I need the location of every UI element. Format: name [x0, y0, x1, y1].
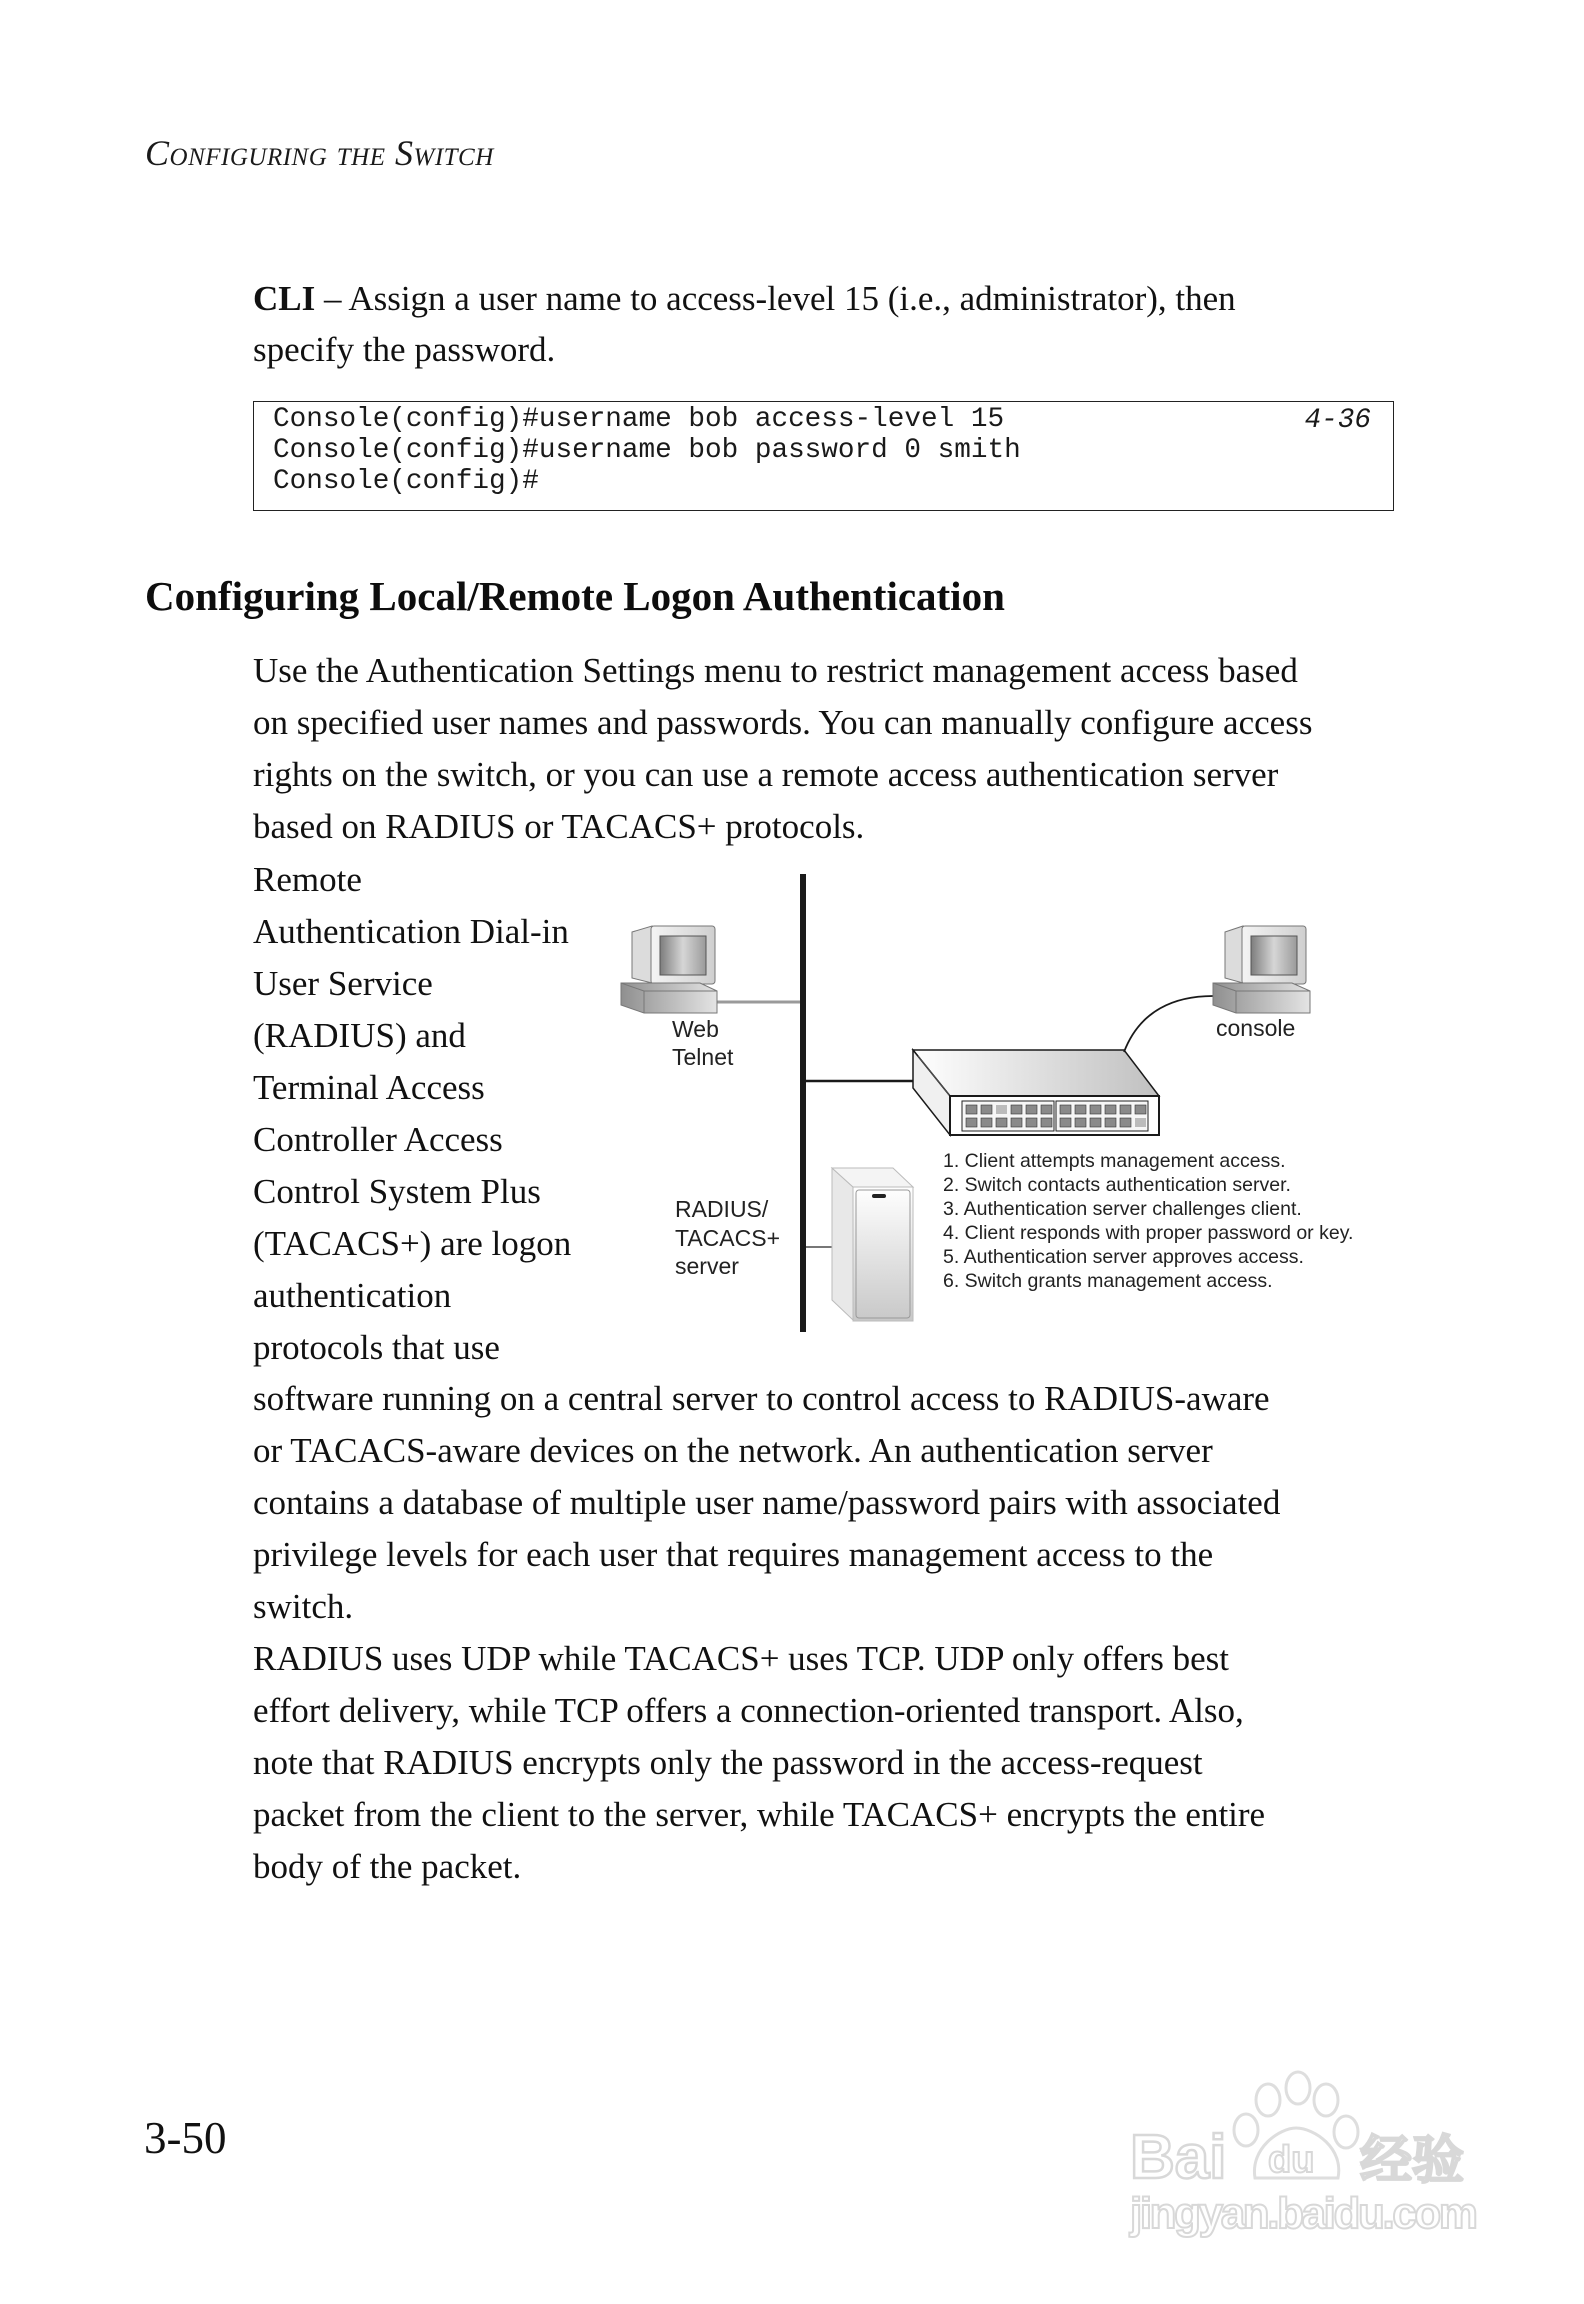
code-line: Console(config)#username bob access-level 15 — [273, 404, 1005, 435]
paragraph-line: Authentication Dial-in — [253, 912, 569, 951]
web-client-label: Telnet — [672, 1044, 734, 1070]
step-item: 6. Switch grants management access. — [943, 1270, 1273, 1292]
watermark-brand-paw: du — [1268, 2139, 1315, 2181]
paragraph-line: User Service — [253, 964, 433, 1003]
continuation-paragraph — [253, 1373, 1280, 1633]
paragraph-line: or TACACS-aware devices on the network. An authentication server — [253, 1431, 1213, 1470]
paragraph-line: switch. — [253, 1587, 354, 1626]
server-label: TACACS+ — [675, 1225, 781, 1251]
paragraph-line: body of the packet. — [253, 1847, 522, 1886]
paragraph-line: packet from the client to the server, while TACACS+ encrypts the entire — [253, 1795, 1266, 1834]
intro-paragraph — [253, 645, 1312, 853]
switch-icon — [806, 1050, 1159, 1135]
paragraph-line: effort delivery, while TCP offers a connection-oriented transport. Also, — [253, 1691, 1244, 1730]
paragraph-line: Use the Authentication Settings menu to restrict management access based — [253, 651, 1298, 690]
protocol-paragraph — [253, 1633, 1265, 1893]
console-cable — [1124, 996, 1213, 1052]
paragraph-line: rights on the switch, or you can use a remote access authentication server — [253, 755, 1279, 794]
paragraph-line: based on RADIUS or TACACS+ protocols. — [253, 807, 865, 846]
step-item: 4. Client responds with proper password or key. — [943, 1222, 1354, 1244]
code-reference: 4-36 — [1304, 405, 1371, 436]
paragraph-line: (TACACS+) are logon — [253, 1224, 572, 1263]
wrapped-paragraph — [253, 854, 571, 1374]
web-client-label: Web — [672, 1016, 719, 1042]
network-backbone-line — [800, 874, 806, 1332]
step-item: 2. Switch contacts authentication server. — [943, 1174, 1291, 1196]
watermark-url: jingyan.baidu.com — [1130, 2189, 1478, 2238]
server-label: server — [675, 1253, 739, 1279]
paragraph-line: RADIUS uses UDP while TACACS+ uses TCP. UDP only offers best — [253, 1639, 1229, 1678]
paragraph-line: protocols that use — [253, 1328, 500, 1367]
paragraph-line: contains a database of multiple user name/password pairs with associated — [253, 1483, 1281, 1522]
cli-intro-paragraph — [253, 273, 1236, 376]
cli-intro-text-line2: specify the password. — [253, 330, 556, 369]
cli-intro-text: – Assign a user name to access-level 15 (i.e., administrator), then — [315, 279, 1236, 318]
code-block — [253, 401, 1394, 511]
console-label: console — [1216, 1015, 1296, 1041]
code-line: Console(config)# — [273, 466, 539, 497]
code-line: Console(config)#username bob password 0 smith — [273, 435, 1021, 466]
console-computer-icon — [1213, 926, 1310, 1013]
paragraph-line: note that RADIUS encrypts only the password in the access-request — [253, 1743, 1203, 1782]
paragraph-line: software running on a central server to control access to RADIUS-aware — [253, 1379, 1270, 1418]
watermark-brand-cn: 经验 — [1360, 2132, 1465, 2190]
baidu-watermark — [1110, 2060, 1490, 2240]
step-item: 1. Client attempts management access. — [943, 1150, 1286, 1172]
server-label: RADIUS/ — [675, 1196, 769, 1222]
paragraph-line: (RADIUS) and — [253, 1016, 466, 1055]
running-header: Configuring the Switch — [145, 133, 494, 173]
step-item: 5. Authentication server approves access. — [943, 1246, 1304, 1268]
step-item: 3. Authentication server challenges client. — [943, 1198, 1302, 1220]
authentication-server-icon — [806, 1168, 913, 1321]
paragraph-line: Controller Access — [253, 1120, 503, 1159]
paragraph-line: authentication — [253, 1276, 452, 1315]
paragraph-line: Remote — [253, 860, 362, 899]
paragraph-line: Control System Plus — [253, 1172, 541, 1211]
section-heading: Configuring Local/Remote Logon Authentication — [145, 573, 1005, 619]
paragraph-line: Terminal Access — [253, 1068, 485, 1107]
cli-label: CLI — [253, 279, 316, 318]
watermark-brand: Bai — [1130, 2123, 1227, 2192]
web-client-computer-icon — [621, 926, 800, 1013]
page-number: 3-50 — [144, 2113, 227, 2163]
paragraph-line: privilege levels for each user that requires management access to the — [253, 1535, 1214, 1574]
paragraph-line: on specified user names and passwords. You can manually configure access — [253, 703, 1313, 742]
